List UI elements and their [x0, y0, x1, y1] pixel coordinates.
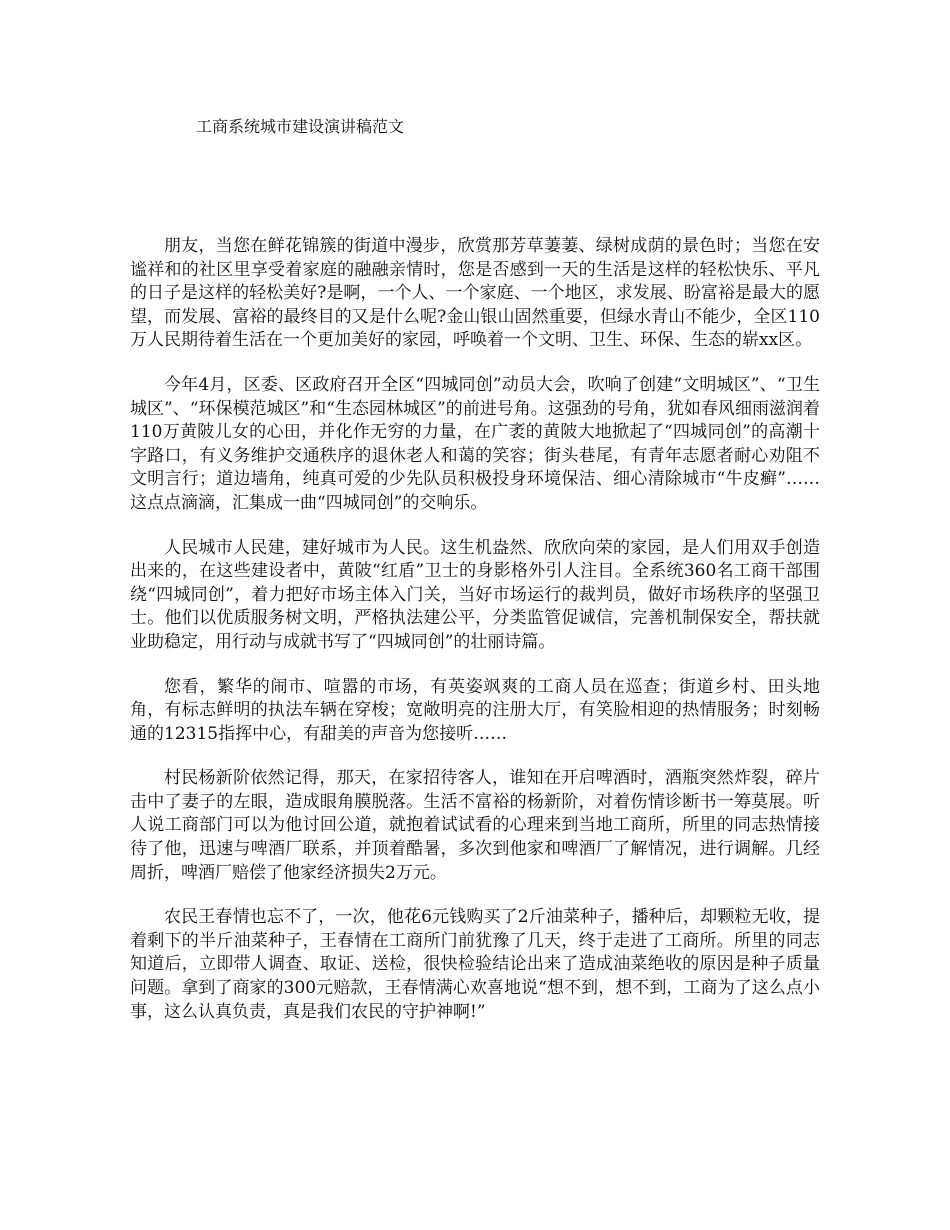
paragraph-6: 农民王春情也忘不了，一次，他花6元钱购买了2斤油菜种子，播种后，却颗粒无收，提着剩下的半斤油菜种子，王春情在工商所门前犹豫了几天，终于走进了工商所。所里的同志知道后，立即带人调查、取证、送检，很快检验结论出来了造成油菜绝收的原因是种子质量问题。拿到了商家的300元赔款，王春情满心欢喜地说“想不到，想不到，工商为了这么点小事，这么认真负责，真是我们农民的守护神啊!” [130, 907, 820, 1022]
paragraph-3: 人民城市人民建，建好城市为人民。这生机盎然、欣欣向荣的家园，是人们用双手创造出来的，在这些建设者中，黄陂“红盾”卫士的身影格外引人注目。全系统360名工商干部围绕“四城同创”，着力把好市场主体入门关，当好市场运行的裁判员，做好市场秩序的坚强卫士。他们以优质服务树文明，严格执法建公平，分类监管促诚信，完善机制保安全，帮扶就业助稳定，用行动与成就书写了“四城同创”的壮丽诗篇。 [130, 537, 820, 652]
document-title: 工商系统城市建设演讲稿范文 [196, 117, 405, 136]
paragraph-1: 朋友，当您在鲜花锦簇的街道中漫步，欣赏那芳草萋萋、绿树成荫的景色时；当您在安谧祥和的社区里享受着家庭的融融亲情时，您是否感到一天的生活是这样的轻松快乐、平凡的日子是这样的轻松美好?是啊，一个人、一个家庭、一个地区，求发展、盼富裕是最大的愿望，而发展、富裕的最终目的又是什么呢?金山银山固然重要，但绿水青山不能少，全区110万人民期待着生活在一个更加美好的家园，呼唤着一个文明、卫生、环保、生态的崭xx区。 [130, 236, 820, 351]
paragraph-4: 您看，繁华的闹市、喧嚣的市场，有英姿飒爽的工商人员在巡查；街道乡村、田头地角，有标志鲜明的执法车辆在穿梭；宽敞明亮的注册大厅，有笑脸相迎的热情服务；时刻畅通的12315指挥中心，有甜美的声音为您接听…… [130, 676, 820, 744]
document-body [130, 235, 820, 1045]
paragraph-2: 今年4月，区委、区政府召开全区“四城同创”动员大会，吹响了创建“文明城区”、“卫生城区”、“环保模范城区”和“生态园林城区”的前进号角。这强劲的号角，犹如春风细雨滋润着110万黄陂儿女的心田，并化作无穷的力量，在广袤的黄陂大地掀起了“四城同创”的高潮十字路口，有义务维护交通秩序的退休老人和蔼的笑容；街头巷尾，有青年志愿者耐心劝阻不文明言行；道边墙角，纯真可爱的少先队员积极投身环境保洁、细心清除城市“牛皮癣”……这点点滴滴，汇集成一曲“四城同创”的交响乐。 [130, 374, 820, 513]
paragraph-5: 村民杨新阶依然记得，那天，在家招待客人，谁知在开启啤酒时，酒瓶突然炸裂，碎片击中了妻子的左眼，造成眼角膜脱落。生活不富裕的杨新阶，对着伤情诊断书一筹莫展。听人说工商部门可以为他讨回公道，就抱着试试看的心理来到当地工商所，所里的同志热情接待了他，迅速与啤酒厂联系，并顶着酷暑，多次到他家和啤酒厂了解情况，进行调解。几经周折，啤酒厂赔偿了他家经济损失2万元。 [130, 768, 820, 883]
